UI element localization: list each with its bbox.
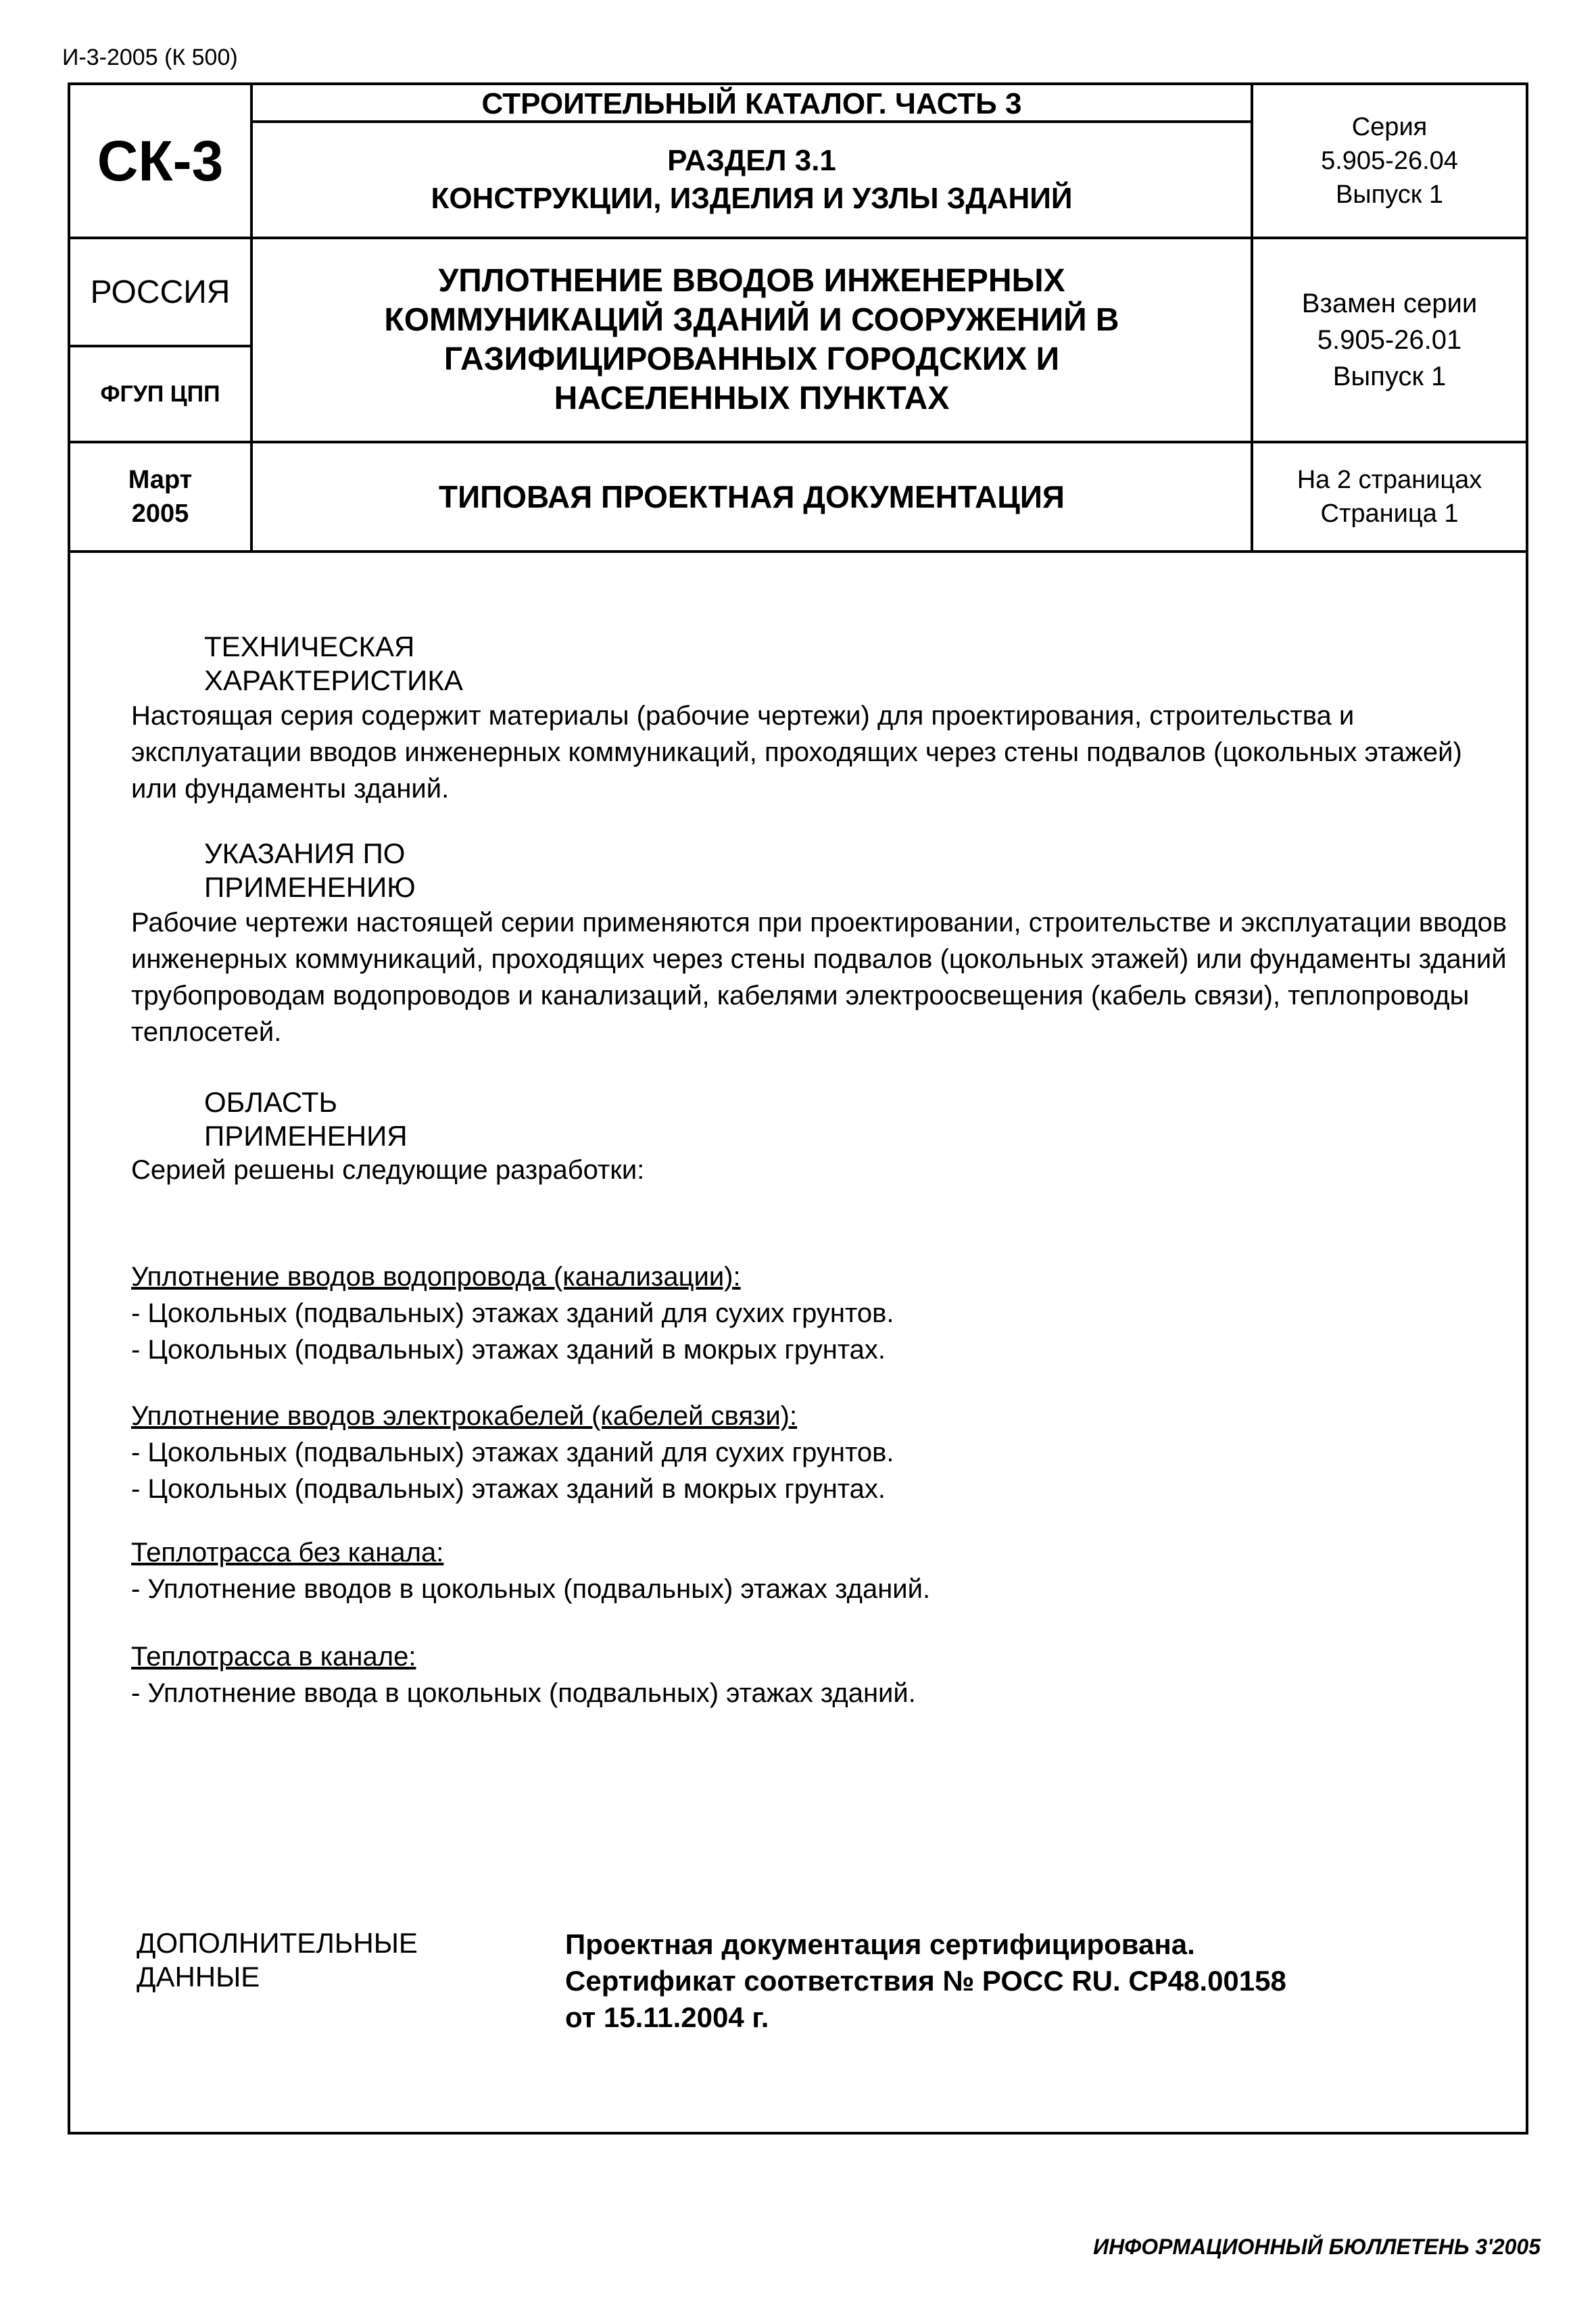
certificate-line: от 15.11.2004 г. bbox=[565, 2001, 769, 2033]
series-number: 5.905-26.04 bbox=[1321, 147, 1458, 175]
pages-total: На 2 страницах bbox=[1297, 466, 1482, 494]
document-title bbox=[253, 239, 1253, 443]
issue-date bbox=[70, 443, 253, 553]
heading-line: ПРИМЕНЕНИЮ bbox=[204, 871, 416, 903]
group-title: Уплотнение вводов электрокабелей (кабелей связи): bbox=[131, 1401, 798, 1431]
heading-line: ХАРАКТЕРИСТИКА bbox=[204, 664, 463, 696]
additional-label bbox=[137, 1926, 418, 1994]
catalog-section bbox=[253, 85, 1253, 239]
list-item: - Цокольных (подвальных) этажах зданий для сухих грунтов. bbox=[131, 1438, 894, 1467]
certificate-line: Сертификат соответствия № РОСС RU. СР48.00158 bbox=[565, 1965, 1286, 1997]
replace-label: Взамен серии bbox=[1301, 289, 1478, 318]
series-issue: Выпуск 1 bbox=[1335, 180, 1444, 209]
document-frame bbox=[68, 82, 1528, 2135]
series-label: Серия bbox=[1351, 113, 1428, 141]
organization: ФГУП ЦПП bbox=[70, 347, 253, 443]
list-item: - Уплотнение ввода в цокольных (подвальных) этажах зданий. bbox=[131, 1678, 916, 1708]
country: РОССИЯ bbox=[70, 239, 253, 347]
title-line: УПЛОТНЕНИЕ ВВОДОВ ИНЖЕНЕРНЫХ bbox=[438, 263, 1065, 299]
usage-text: Рабочие чертежи настоящей серии применяются при проектировании, строительстве и эксплуатации вводов инженерных коммуникаций, проходящих через стены подвалов (цокольных этажей) или фундаменты зданий трубопроводам водопроводов и канализаций, кабелями электроосвещения (кабель связи), теплопроводы теплосетей. bbox=[131, 908, 1507, 1047]
label-line: ДОПОЛНИТЕЛЬНЫЕ bbox=[137, 1927, 418, 1959]
page-current: Страница 1 bbox=[1320, 499, 1459, 528]
title-line: ГАЗИФИЦИРОВАННЫХ ГОРОДСКИХ И bbox=[443, 341, 1060, 377]
group-title: Уплотнение вводов водопровода (канализации): bbox=[131, 1262, 741, 1292]
certificate-line: Проектная документация сертифицирована. bbox=[565, 1928, 1195, 1960]
heading-line: ТЕХНИЧЕСКАЯ bbox=[204, 631, 415, 662]
list-item: - Цокольных (подвальных) этажах зданий в мокрых грунтах. bbox=[131, 1335, 886, 1365]
scope-group bbox=[131, 1638, 1510, 1711]
bulletin-footer: ИНФОРМАЦИОННЫЙ БЮЛЛЕТЕНЬ 3'2005 bbox=[1093, 2235, 1541, 2259]
usage-heading bbox=[204, 837, 416, 904]
scope-group bbox=[131, 1398, 1510, 1507]
document-code: И-3-2005 (К 500) bbox=[62, 45, 238, 70]
list-item: - Цокольных (подвальных) этажах зданий в мокрых грунтах. bbox=[131, 1474, 886, 1504]
scope-intro: Серией решены следующие разработки: bbox=[131, 1155, 645, 1185]
heading-line: УКАЗАНИЯ ПО bbox=[204, 837, 406, 869]
certificate-text bbox=[565, 1926, 1286, 2036]
catalog-title: СТРОИТЕЛЬНЫЙ КАТАЛОГ. ЧАСТЬ 3 bbox=[253, 85, 1251, 123]
replace-issue: Выпуск 1 bbox=[1332, 362, 1447, 391]
document-type: ТИПОВАЯ ПРОЕКТНАЯ ДОКУМЕНТАЦИЯ bbox=[253, 443, 1253, 553]
page-info bbox=[1253, 443, 1526, 553]
catalog-code: СК-3 bbox=[70, 85, 253, 239]
section-title bbox=[431, 123, 1072, 237]
title-block bbox=[70, 85, 1526, 553]
replaces-series bbox=[1253, 239, 1526, 443]
group-title: Теплотрасса без канала: bbox=[131, 1538, 444, 1567]
issue-month: Март bbox=[128, 466, 193, 494]
tech-text: Настоящая серия содержит материалы (рабочие чертежи) для проектирования, строительства и эксплуатации вводов инженерных коммуникаций, проходящих через стены подвалов (цокольных этажей) или фундаменты зданий. bbox=[131, 701, 1462, 804]
section-number: РАЗДЕЛ 3.1 bbox=[667, 144, 836, 177]
replace-number: 5.905-26.01 bbox=[1317, 325, 1462, 355]
series-info bbox=[1253, 85, 1526, 239]
heading-line: ОБЛАСТЬ bbox=[204, 1086, 338, 1118]
issue-year: 2005 bbox=[131, 499, 189, 528]
title-line: НАСЕЛЕННЫХ ПУНКТАХ bbox=[554, 381, 950, 416]
title-line: КОММУНИКАЦИЙ ЗДАНИЙ И СООРУЖЕНИЙ В bbox=[384, 302, 1119, 338]
tech-heading bbox=[204, 630, 463, 698]
list-item: - Цокольных (подвальных) этажах зданий для сухих грунтов. bbox=[131, 1298, 894, 1328]
list-item: - Уплотнение вводов в цокольных (подвальных) этажах зданий. bbox=[131, 1574, 931, 1604]
scope-group bbox=[131, 1534, 1510, 1607]
group-title: Теплотрасса в канале: bbox=[131, 1642, 416, 1672]
scope-group bbox=[131, 1259, 1510, 1368]
label-line: ДАННЫЕ bbox=[137, 1961, 260, 1993]
section-name: КОНСТРУКЦИИ, ИЗДЕЛИЯ И УЗЛЫ ЗДАНИЙ bbox=[431, 182, 1073, 215]
heading-line: ПРИМЕНЕНИЯ bbox=[204, 1120, 408, 1152]
scope-heading bbox=[204, 1086, 408, 1153]
